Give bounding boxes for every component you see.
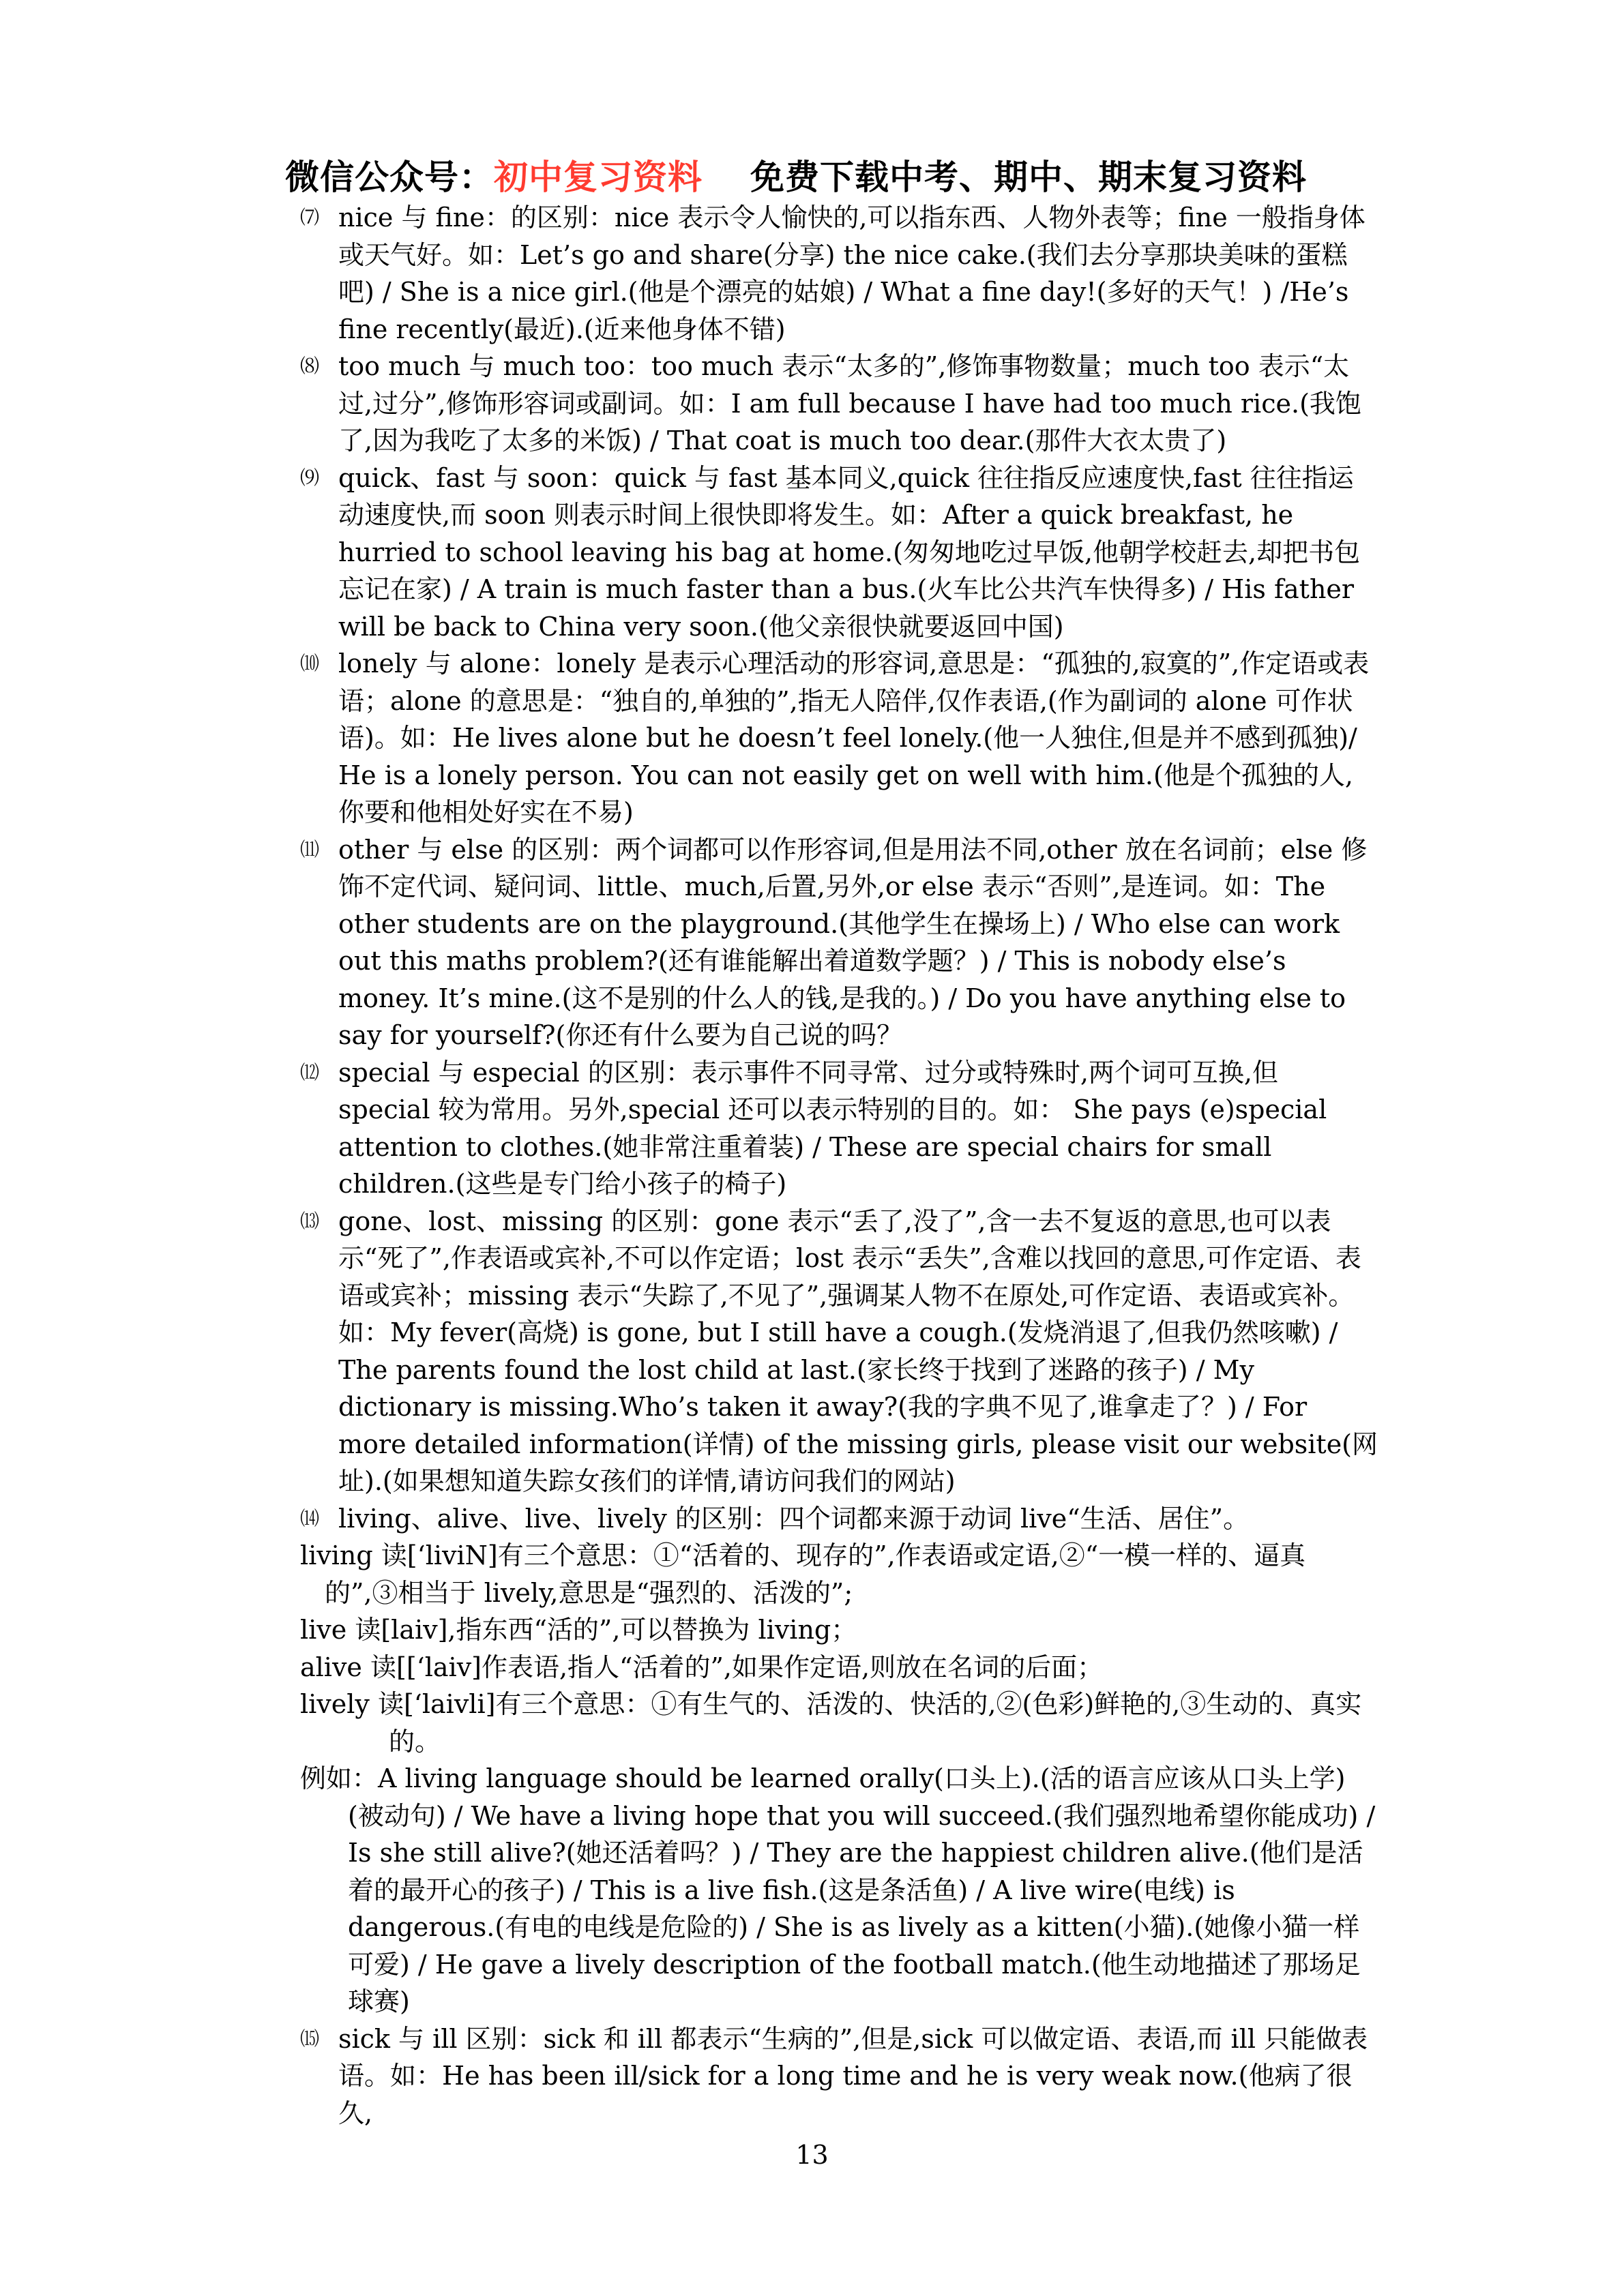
entry-text: sick 与 ill 区别：sick 和 ill 都表示“生病的”,但是,sick 可以做定语、表语,而 ill 只能做表语。如：He has been ill/sick for a long time and he is very weak now.(他病了很久, [338, 2023, 1368, 2128]
entry-10 [300, 645, 1378, 831]
entry-text: too much 与 much too：too much 表示“太多的”,修饰事物数量；much too 表示“太过,过分”,修饰形容词或副词。如：I am full because I have had too much rice.(我饱了,因为我吃了太多的米饭) / That coat is much too dear.(那件大衣太贵了) [338, 351, 1361, 456]
header-slogan: 免费下载中考、期中、期末复习资料 [750, 158, 1307, 197]
document-body [300, 199, 1378, 2132]
header-account-name: 初中复习资料 [494, 158, 703, 197]
entry-number: ⑼ [300, 466, 320, 489]
entry-13 [300, 1203, 1378, 1500]
entry-11 [300, 831, 1378, 1054]
alive-definition: alive 读[[‘laiv]作表语,指人“活着的”,如果作定语,则放在名词的后面； [300, 1652, 1104, 1682]
entry-12 [300, 1054, 1378, 1203]
entry-9 [300, 460, 1378, 646]
entry-text: gone、lost、missing 的区别：gone 表示“丢了,没了”,含一去不复返的意思,也可以表示“死了”,作表语或宾补,不可以作定语；lost 表示“丢失”,含难以找回的意思,可作定语、表语或宾补；missing 表示“失踪了,不见了”,强调某人物不在原处,可作定语、表语或宾补。如：My fever(高烧) is gone, but I still have a cough.(发烧消退了,但我仍然咳嗽) / The parents found the lost child at last.(家长终于找到了迷路的孩子) / My dictionary is missing.Who’s taken it away?(我的字典不见了,谁拿走了？) / For more detailed information(详情) of the missing girls, please visit our website(网址).(如果想知道失踪女孩们的详情,请访问我们的网站) [338, 1206, 1378, 1496]
living-definition: living 读[‘liviN]有三个意思：①“活着的、现存的”,作表语或定语,②“一模一样的、逼真的”,③相当于 lively,意思是“强烈的、活泼的”; [300, 1540, 1306, 1608]
entry-number: ⒂ [300, 2027, 320, 2050]
entry-number: ⑺ [300, 206, 320, 228]
entry-text: lonely 与 alone：lonely 是表示心理活动的形容词,意思是：“孤独的,寂寞的”,作定语或表语；alone 的意思是：“独自的,单独的”,指无人陪伴,仅作表语,(作为副词的 alone 可作状语)。如：He lives alone but he doesn’t feel lonely.(他一人独住,但是并不感到孤独)/ He is a lonely person. You can not easily get on well with him.(他是个孤独的人,你要和他相处好实在不易) [338, 648, 1370, 827]
entry-number: ⒁ [300, 1506, 320, 1530]
entry-number: ⑿ [300, 1060, 320, 1084]
entry-7 [300, 199, 1378, 348]
lively-definition: lively 读[‘laivli]有三个意思：①有生气的、活泼的、快活的,②(色彩)鲜艳的,③生动的、真实的。 [300, 1689, 1362, 1757]
entry-text: nice 与 fine：的区别：nice 表示令人愉快的,可以指东西、人物外表等；fine 一般指身体或天气好。如：Let’s go and share(分享) the nice cake.(我们去分享那块美味的蛋糕吧) / She is a nice girl.(他是个漂亮的姑娘) / What a fine day!(多好的天气！) /He’s fine recently(最近).(近来他身体不错) [338, 203, 1365, 344]
living-examples: 例如：A living language should be learned orally(口头上).(活的语言应该从口头上学)(被动句) / We have a living hope that you will succeed.(我们强烈地希望你能成功) / Is she still alive?(她还活着吗？) / They are the happiest children alive.(他们是活着的最开心的孩子) / This is a live fish.(这是条活鱼) / A live wire(电线) is dangerous.(有电的电线是危险的) / She is as lively as a kitten(小猫).(她像小猫一样可爱) / He gave a lively description of the football match.(他生动地描述了那场足球赛) [300, 1763, 1376, 2016]
entry-number: ⑽ [300, 652, 320, 674]
entry-number: ⑻ [300, 355, 320, 377]
entry-15 [300, 2021, 1378, 2132]
entry-number: ⒀ [300, 1209, 320, 1232]
entry-text: special 与 especial 的区别：表示事件不同寻常、过分或特殊时,两个词可互换,但 special 较为常用。另外,special 还可以表示特别的目的。如： She pays (e)special attention to clothes.(她非常注重着装) / These are special chairs for small children.(这些是专门给小孩子的椅子) [338, 1057, 1327, 1199]
page-number: 13 [795, 2140, 829, 2170]
entry-number: ⑾ [300, 837, 320, 861]
header-prefix: 微信公众号： [285, 158, 494, 197]
live-definition: live 读[laiv],指东西“活的”,可以替换为 living； [300, 1615, 857, 1645]
page-header [285, 150, 1445, 199]
entry-text: other 与 else 的区别：两个词都可以作形容词,但是用法不同,other 放在名词前；else 修饰不定代词、疑问词、little、much,后置,另外,or else 表示“否则”,是连词。如：The other students are on the playground.(其他学生在操场上) / Who else can work out this maths problem?(还有谁能解出着道数学题？) / This is nobody else’s money. It’s mine.(这不是别的什么人的钱,是我的。) / Do you have anything else to say for yourself?(你还有什么要为自己说的吗？ [338, 834, 1368, 1050]
entry-text: quick、fast 与 soon：quick 与 fast 基本同义,quick 往往指反应速度快,fast 往往指运动速度快,而 soon 则表示时间上很快即将发生。如：After a quick breakfast, he hurried to school leaving his bag at home.(匆匆地吃过早饭,他朝学校赶去,却把书包忘记在家) / A train is much faster than a bus.(火车比公共汽车快得多) / His father will be back to China very soon.(他父亲很快就要返回中国) [338, 462, 1361, 642]
entry-8 [300, 348, 1378, 460]
entry-text: living、alive、live、lively 的区别：四个词都来源于动词 live“生活、居住”。 [338, 1503, 1250, 1534]
living-definitions [300, 1537, 1378, 2021]
entry-14 [300, 1500, 1378, 1538]
